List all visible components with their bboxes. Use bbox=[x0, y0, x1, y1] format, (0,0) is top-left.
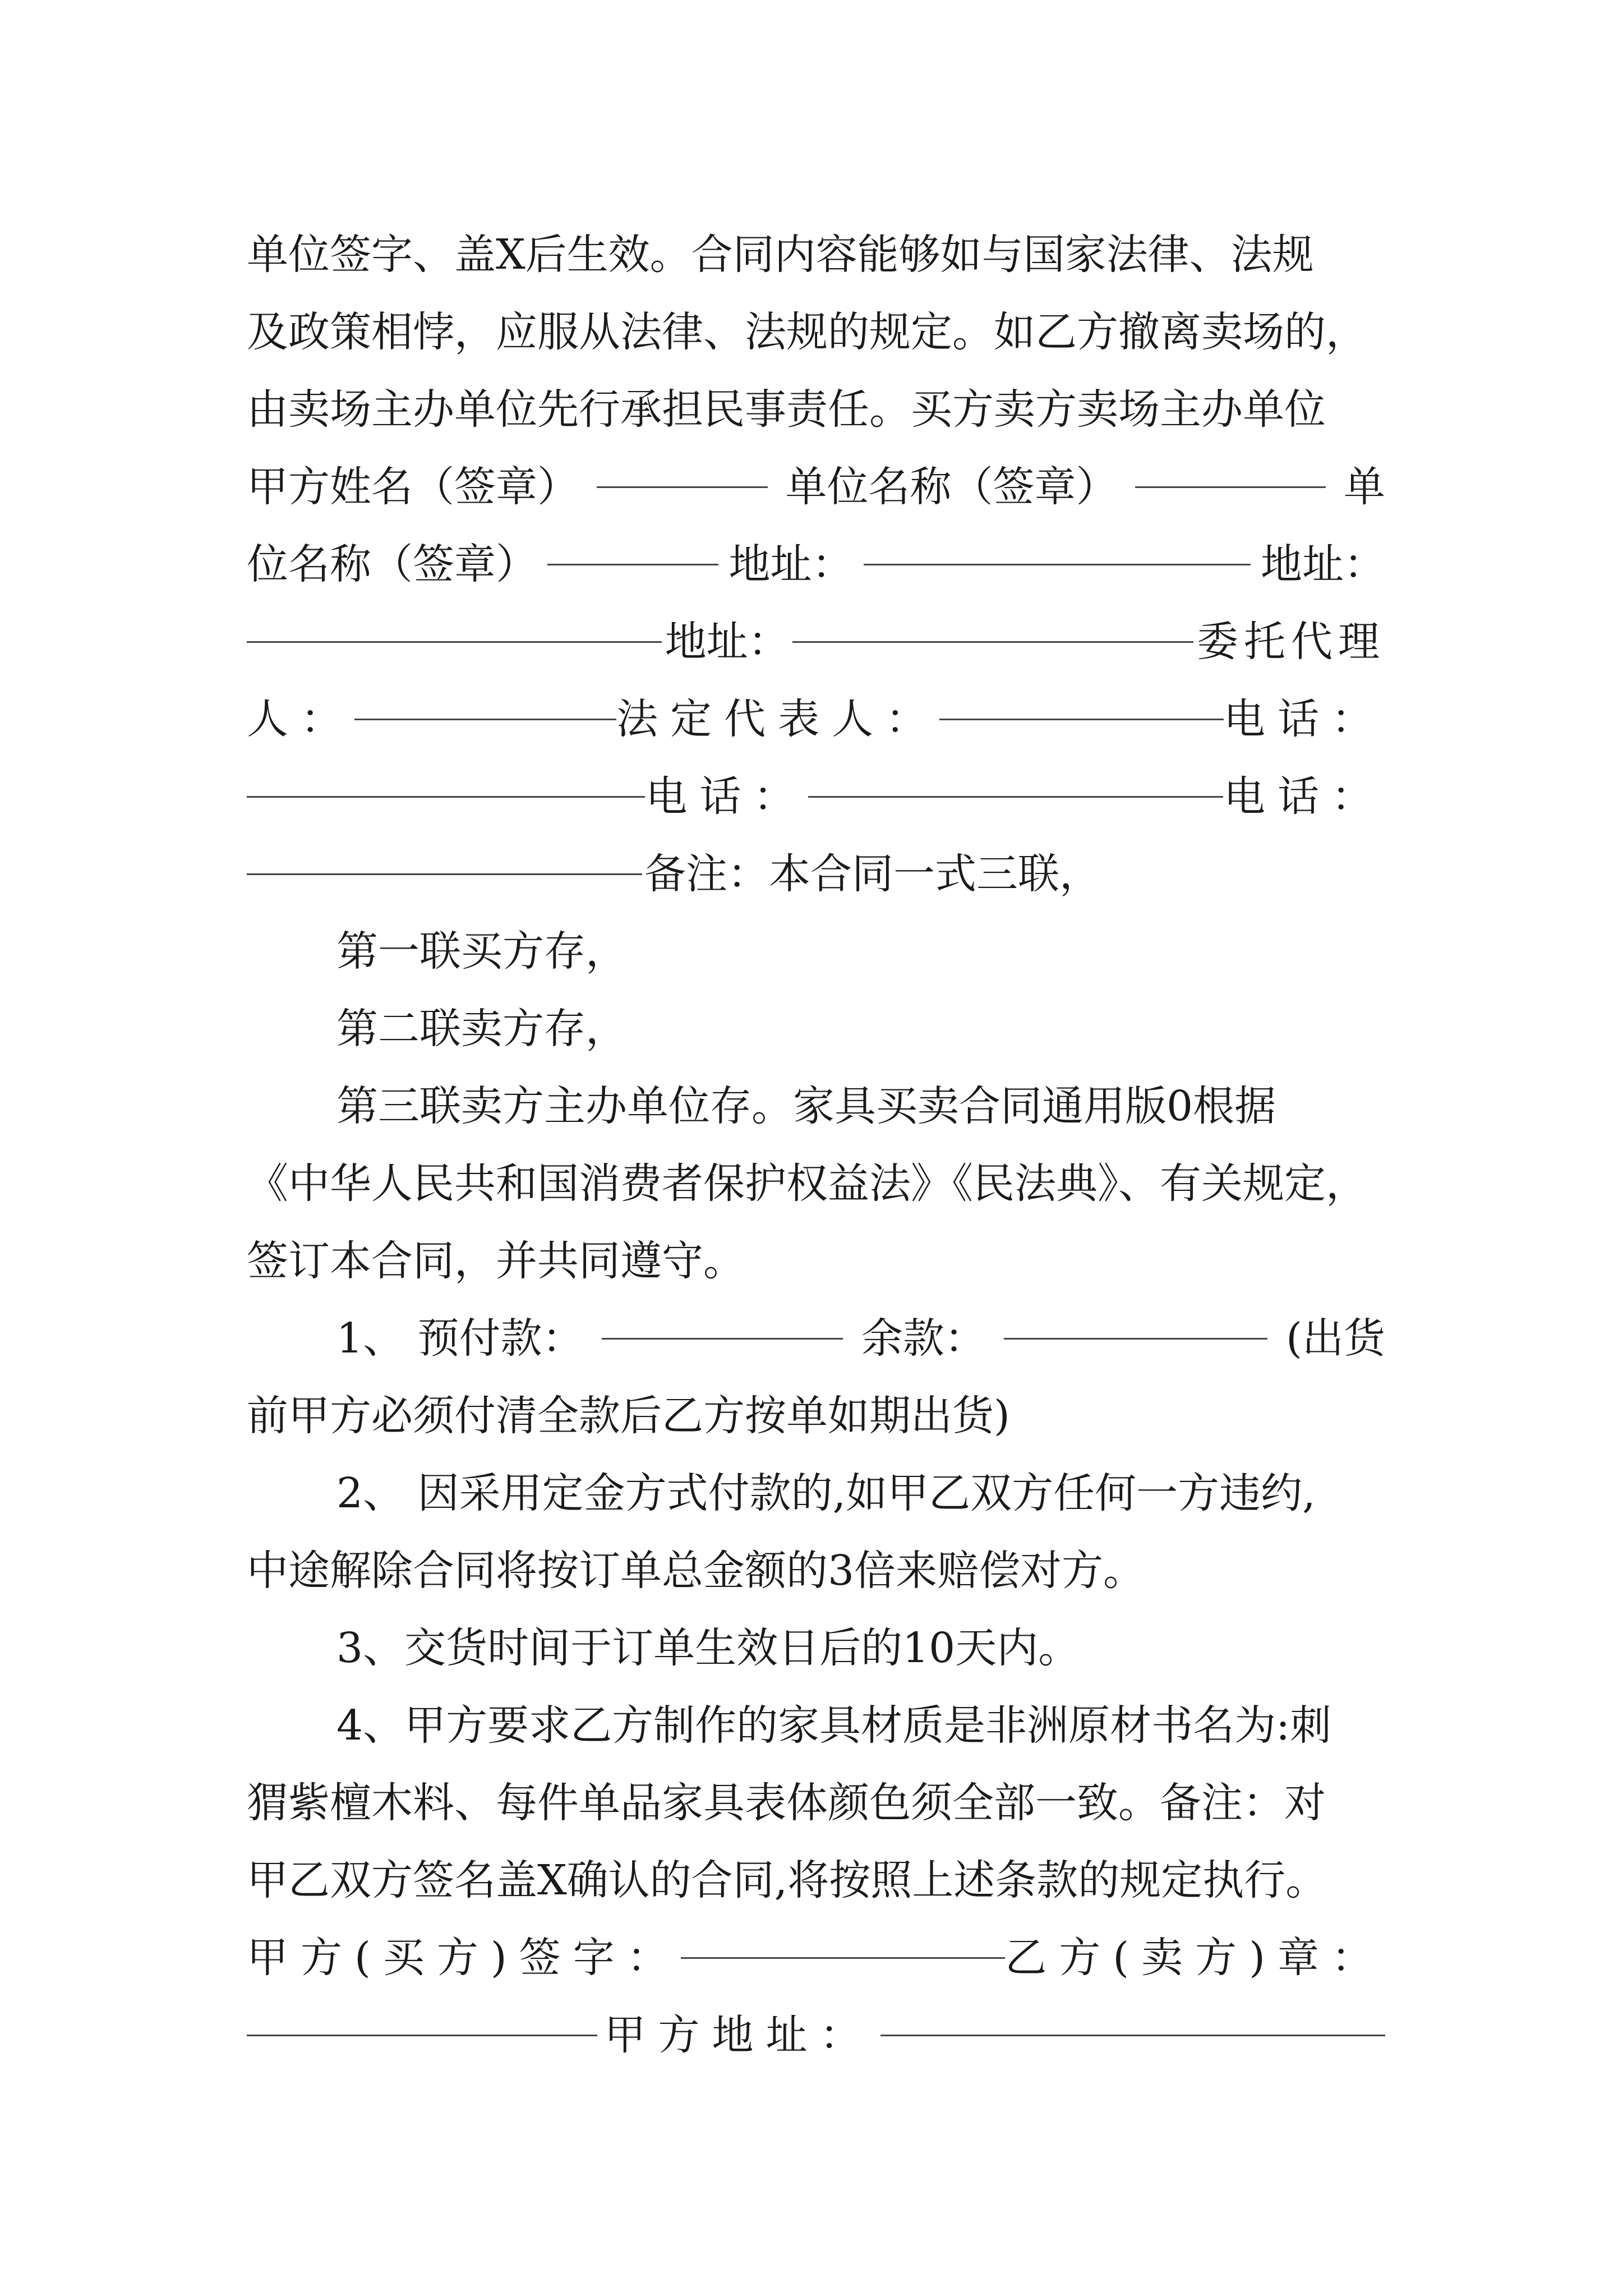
text-line bbox=[247, 1609, 1385, 1687]
line-text: 第二联卖方存， bbox=[336, 1005, 627, 1053]
text-line bbox=[247, 1919, 1385, 1996]
party-a-address-blank bbox=[880, 2034, 1385, 2036]
text-line bbox=[247, 1996, 1385, 2074]
unit-name-blank bbox=[547, 563, 718, 565]
text-line bbox=[247, 216, 1385, 293]
phone-label: 电话： bbox=[645, 772, 808, 821]
address-label: 地址： bbox=[665, 618, 790, 666]
party-a-signature-blank bbox=[681, 1957, 1006, 1959]
text-line bbox=[247, 913, 1385, 990]
text-line bbox=[247, 526, 1385, 603]
balance-blank bbox=[1004, 1337, 1267, 1340]
party-a-address-label: 甲方地址： bbox=[604, 2011, 874, 2059]
agent-label: 委托代理 bbox=[1196, 618, 1385, 666]
line-text: 中途解除合同将按订单总金额的3倍来赔偿对方。 bbox=[247, 1547, 1145, 1595]
party-b-seal-label: 乙方(卖方)章： bbox=[1005, 1934, 1385, 1982]
contract-page bbox=[247, 216, 1385, 2074]
balance-label: 余款： bbox=[861, 1314, 986, 1363]
unit-name-label: 位名称（签章） bbox=[247, 540, 537, 588]
line-text: 甲乙双方签名盖X确认的合同,将按照上述条款的规定执行。 bbox=[247, 1856, 1327, 1904]
legal-rep-blank bbox=[939, 718, 1224, 720]
unit-name-blank bbox=[1135, 486, 1326, 488]
prepayment-blank bbox=[602, 1337, 843, 1340]
text-line bbox=[247, 1455, 1385, 1532]
line-text: 单 bbox=[1344, 463, 1385, 511]
text-line bbox=[247, 1764, 1385, 1842]
line-text: 及政策相悖，应服从法律、法规的规定。如乙方撤离卖场的， bbox=[247, 308, 1367, 356]
address-blank bbox=[792, 641, 1193, 643]
line-text: 3、交货时间于订单生效日后的10天内。 bbox=[336, 1624, 1080, 1672]
agent-label: 人： bbox=[247, 695, 354, 743]
text-line bbox=[247, 1687, 1385, 1764]
address-label: 地址： bbox=[1261, 540, 1385, 588]
phone-label: 电话： bbox=[1224, 695, 1385, 743]
unit-name-label: 单位名称（签章） bbox=[785, 463, 1118, 511]
text-line bbox=[247, 293, 1385, 371]
line-text: 签订本合同，并共同遵守。 bbox=[247, 1237, 745, 1285]
line-text: 单位签字、盖X后生效。合同内容能够如与国家法律、法规 bbox=[247, 231, 1314, 279]
text-line bbox=[247, 1145, 1385, 1222]
address-blank bbox=[864, 563, 1251, 565]
party-a-name-label: 甲方姓名（签章） bbox=[247, 463, 579, 511]
line-text: 猬紫檀木料、每件单品家具表体颜色须全部一致。备注：对 bbox=[247, 1779, 1326, 1827]
address-label: 地址： bbox=[728, 540, 854, 588]
address-blank bbox=[247, 641, 662, 643]
text-line bbox=[247, 835, 1385, 913]
line-text: 《中华人民共和国消费者保护权益法》《民法典》、有关规定， bbox=[247, 1159, 1367, 1208]
party-b-seal-blank bbox=[247, 2034, 597, 2036]
note-text: 备注：本合同一式三联， bbox=[644, 850, 1101, 898]
text-line bbox=[247, 1532, 1385, 1609]
text-line bbox=[247, 1377, 1385, 1455]
agent-blank bbox=[354, 718, 616, 720]
line-text: (出货 bbox=[1286, 1314, 1385, 1363]
party-a-signature-label: 甲方(买方)签字： bbox=[247, 1934, 681, 1982]
text-line bbox=[247, 1068, 1385, 1145]
text-line bbox=[247, 1300, 1385, 1377]
text-line bbox=[247, 680, 1385, 758]
phone-blank bbox=[247, 873, 642, 875]
legal-rep-label: 法定代表人： bbox=[616, 695, 940, 743]
phone-blank bbox=[808, 795, 1223, 798]
line-text: 2、 因采用定金方式付款的,如甲乙双方任何一方违约, bbox=[336, 1469, 1316, 1517]
text-line bbox=[247, 1842, 1385, 1919]
phone-label: 电话： bbox=[1223, 772, 1385, 821]
text-line bbox=[247, 603, 1385, 680]
line-text: 第三联卖方主办单位存。家具买卖合同通用版0根据 bbox=[336, 1082, 1276, 1130]
text-line bbox=[247, 448, 1385, 526]
party-a-name-blank bbox=[597, 486, 768, 488]
phone-blank bbox=[247, 795, 645, 798]
line-text: 4、甲方要求乙方制作的家具材质是非洲原材书名为:刺 bbox=[336, 1701, 1332, 1750]
line-text: 由卖场主办单位先行承担民事责任。买方卖方卖场主办单位 bbox=[247, 385, 1326, 434]
prepayment-label: 1、 预付款： bbox=[336, 1314, 584, 1363]
text-line bbox=[247, 990, 1385, 1068]
text-line bbox=[247, 371, 1385, 448]
text-line bbox=[247, 758, 1385, 835]
line-text: 第一联买方存， bbox=[336, 927, 627, 976]
line-text: 前甲方必须付清全款后乙方按单如期出货) bbox=[247, 1392, 1010, 1440]
text-line bbox=[247, 1222, 1385, 1300]
